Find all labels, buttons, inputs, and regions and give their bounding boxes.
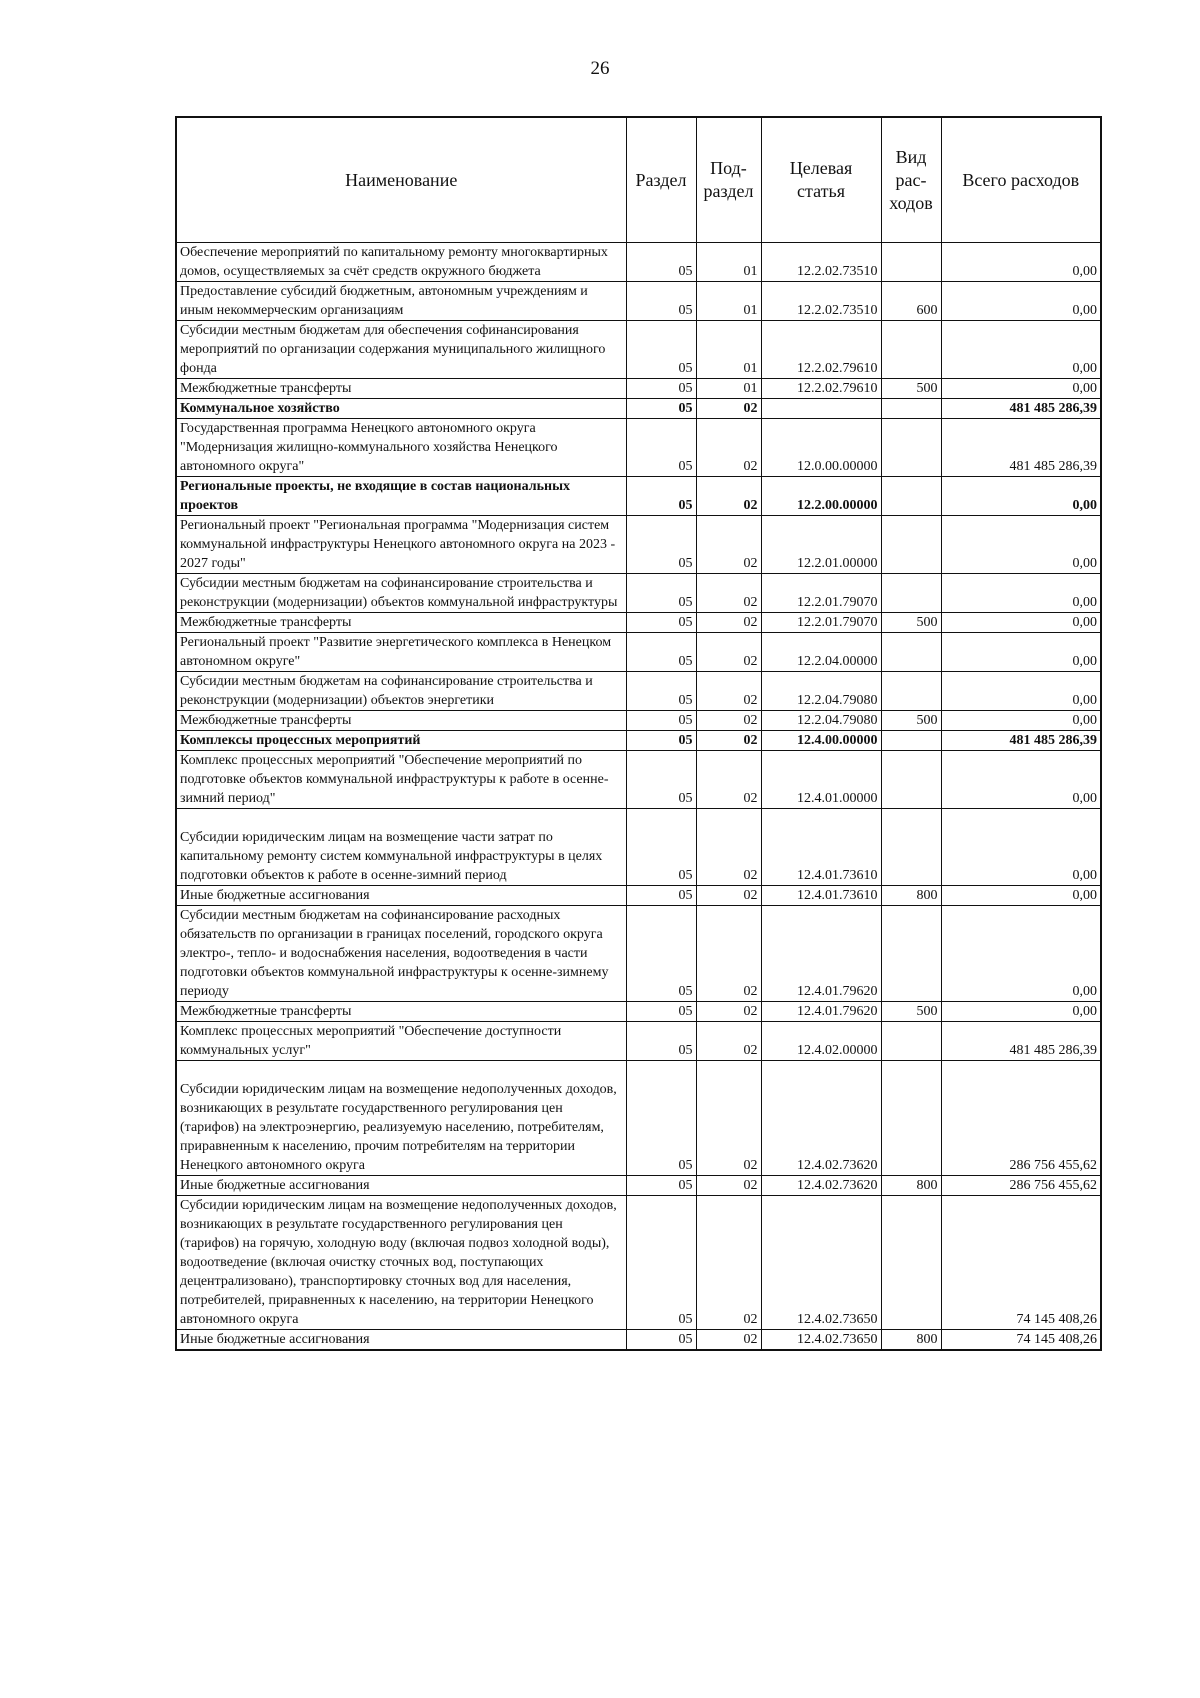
cell-total: 0,00 xyxy=(941,906,1101,1002)
budget-table xyxy=(175,116,1102,1351)
cell-section: 05 xyxy=(626,613,696,633)
cell-expense-type xyxy=(881,672,941,711)
cell-section: 05 xyxy=(626,906,696,1002)
cell-expense-type: 800 xyxy=(881,1330,941,1351)
cell-name: Иные бюджетные ассигнования xyxy=(176,1176,626,1196)
cell-subsection: 02 xyxy=(696,1196,761,1330)
table-row xyxy=(176,477,1101,516)
cell-target-article: 12.4.02.73620 xyxy=(761,1176,881,1196)
cell-target-article: 12.2.01.79070 xyxy=(761,574,881,613)
cell-subsection: 02 xyxy=(696,419,761,477)
cell-subsection: 02 xyxy=(696,516,761,574)
cell-section: 05 xyxy=(626,1330,696,1351)
cell-target-article: 12.0.00.00000 xyxy=(761,419,881,477)
cell-total: 74 145 408,26 xyxy=(941,1196,1101,1330)
cell-expense-type xyxy=(881,243,941,282)
cell-expense-type: 500 xyxy=(881,379,941,399)
cell-name: Субсидии местным бюджетам на софинансирование расходных обязательств по организации в границах поселений, городского округа электро-, тепло- и водоснабжения населения, водоотведения в части подготовки объектов коммунальной инфраструктуры к осенне-зимнему периоду xyxy=(176,906,626,1002)
cell-expense-type xyxy=(881,1022,941,1061)
table-row xyxy=(176,1022,1101,1061)
table-row xyxy=(176,419,1101,477)
cell-name: Субсидии юридическим лицам на возмещение недополученных доходов, возникающих в результате государственного регулирования цен (тарифов) на горячую, холодную воду (включая подвоз холодной воды), водоотведение (включая очистку сточных вод, поступающих децентрализовано), транспортировку сточных вод для населения, потребителей, приравненных к населению, на территории Ненецкого автономного округа xyxy=(176,1196,626,1330)
cell-total: 0,00 xyxy=(941,321,1101,379)
table-row xyxy=(176,574,1101,613)
cell-subsection: 02 xyxy=(696,751,761,809)
cell-total: 0,00 xyxy=(941,613,1101,633)
cell-section: 05 xyxy=(626,419,696,477)
cell-target-article: 12.2.02.73510 xyxy=(761,282,881,321)
table-row xyxy=(176,906,1101,1002)
cell-total: 481 485 286,39 xyxy=(941,1022,1101,1061)
cell-name: Иные бюджетные ассигнования xyxy=(176,886,626,906)
cell-section: 05 xyxy=(626,1176,696,1196)
cell-target-article: 12.4.01.00000 xyxy=(761,751,881,809)
cell-target-article xyxy=(761,399,881,419)
cell-name: Государственная программа Ненецкого автономного округа "Модернизация жилищно-коммунального хозяйства Ненецкого автономного округа" xyxy=(176,419,626,477)
header-subsection: Под- раздел xyxy=(696,117,761,243)
cell-expense-type: 500 xyxy=(881,1002,941,1022)
cell-target-article: 12.2.04.79080 xyxy=(761,711,881,731)
cell-subsection: 01 xyxy=(696,282,761,321)
cell-subsection: 02 xyxy=(696,613,761,633)
cell-expense-type xyxy=(881,1061,941,1176)
table-row xyxy=(176,1330,1101,1351)
cell-total: 0,00 xyxy=(941,711,1101,731)
cell-subsection: 02 xyxy=(696,1330,761,1351)
cell-expense-type: 600 xyxy=(881,282,941,321)
cell-total: 0,00 xyxy=(941,516,1101,574)
cell-target-article: 12.4.02.73650 xyxy=(761,1196,881,1330)
cell-expense-type xyxy=(881,906,941,1002)
cell-name: Субсидии юридическим лицам на возмещение недополученных доходов, возникающих в результате государственного регулирования цен (тарифов) на электроэнергию, реализуемую населению, потребителям, приравненным к населению, прочим потребителям на территории Ненецкого автономного округа xyxy=(176,1061,626,1176)
cell-total: 0,00 xyxy=(941,809,1101,886)
cell-section: 05 xyxy=(626,886,696,906)
cell-expense-type: 500 xyxy=(881,711,941,731)
cell-target-article: 12.2.04.00000 xyxy=(761,633,881,672)
header-total: Всего расходов xyxy=(941,117,1101,243)
cell-total: 286 756 455,62 xyxy=(941,1061,1101,1176)
cell-section: 05 xyxy=(626,711,696,731)
page-number: 26 xyxy=(590,58,610,79)
table-row xyxy=(176,886,1101,906)
cell-total: 0,00 xyxy=(941,886,1101,906)
cell-name: Субсидии юридическим лицам на возмещение части затрат по капитальному ремонту систем коммунальной инфраструктуры в целях подготовки объектов к работе в осенне-зимний период xyxy=(176,809,626,886)
header-section: Раздел xyxy=(626,117,696,243)
cell-section: 05 xyxy=(626,809,696,886)
cell-name: Региональный проект "Развитие энергетического комплекса в Ненецком автономном округе" xyxy=(176,633,626,672)
cell-total: 481 485 286,39 xyxy=(941,399,1101,419)
cell-target-article: 12.4.02.73650 xyxy=(761,1330,881,1351)
cell-expense-type xyxy=(881,574,941,613)
table-row xyxy=(176,399,1101,419)
cell-target-article: 12.2.01.79070 xyxy=(761,613,881,633)
cell-subsection: 01 xyxy=(696,321,761,379)
cell-subsection: 02 xyxy=(696,399,761,419)
cell-expense-type xyxy=(881,633,941,672)
cell-section: 05 xyxy=(626,672,696,711)
cell-total: 0,00 xyxy=(941,672,1101,711)
cell-subsection: 02 xyxy=(696,711,761,731)
cell-name: Межбюджетные трансферты xyxy=(176,711,626,731)
cell-name: Межбюджетные трансферты xyxy=(176,613,626,633)
cell-expense-type: 800 xyxy=(881,886,941,906)
cell-target-article: 12.2.02.79610 xyxy=(761,379,881,399)
cell-name: Предоставление субсидий бюджетным, автономным учреждениям и иным некоммерческим организациям xyxy=(176,282,626,321)
cell-total: 0,00 xyxy=(941,751,1101,809)
cell-name: Региональные проекты, не входящие в состав национальных проектов xyxy=(176,477,626,516)
cell-section: 05 xyxy=(626,282,696,321)
cell-total: 481 485 286,39 xyxy=(941,731,1101,751)
cell-subsection: 01 xyxy=(696,379,761,399)
cell-section: 05 xyxy=(626,321,696,379)
header-name: Наименование xyxy=(176,117,626,243)
cell-subsection: 02 xyxy=(696,477,761,516)
cell-name: Комплекс процессных мероприятий "Обеспечение мероприятий по подготовке объектов коммунальной инфраструктуры к работе в осенне-зимний период" xyxy=(176,751,626,809)
cell-section: 05 xyxy=(626,399,696,419)
cell-total: 0,00 xyxy=(941,477,1101,516)
cell-target-article: 12.4.00.00000 xyxy=(761,731,881,751)
table-row xyxy=(176,613,1101,633)
cell-expense-type xyxy=(881,321,941,379)
cell-section: 05 xyxy=(626,379,696,399)
cell-name: Субсидии местным бюджетам для обеспечения софинансирования мероприятий по организации содержания муниципального жилищного фонда xyxy=(176,321,626,379)
cell-target-article: 12.2.02.73510 xyxy=(761,243,881,282)
cell-subsection: 02 xyxy=(696,731,761,751)
cell-name: Комплекс процессных мероприятий "Обеспечение доступности коммунальных услуг" xyxy=(176,1022,626,1061)
cell-target-article: 12.2.04.79080 xyxy=(761,672,881,711)
cell-section: 05 xyxy=(626,516,696,574)
cell-subsection: 02 xyxy=(696,633,761,672)
cell-target-article: 12.4.02.00000 xyxy=(761,1022,881,1061)
cell-name: Региональный проект "Региональная программа "Модернизация систем коммунальной инфраструктуры Ненецкого автономного округа на 2023 - 2027 годы" xyxy=(176,516,626,574)
cell-expense-type: 500 xyxy=(881,613,941,633)
table-row xyxy=(176,1002,1101,1022)
cell-target-article: 12.2.01.00000 xyxy=(761,516,881,574)
cell-subsection: 02 xyxy=(696,672,761,711)
header-expense-type: Вид рас- ходов xyxy=(881,117,941,243)
table-row xyxy=(176,1061,1101,1176)
table-row xyxy=(176,516,1101,574)
cell-expense-type xyxy=(881,419,941,477)
cell-subsection: 02 xyxy=(696,1002,761,1022)
cell-target-article: 12.4.02.73620 xyxy=(761,1061,881,1176)
cell-expense-type xyxy=(881,399,941,419)
cell-expense-type: 800 xyxy=(881,1176,941,1196)
cell-name: Субсидии местным бюджетам на софинансирование строительства и реконструкции (модернизации) объектов энергетики xyxy=(176,672,626,711)
cell-total: 0,00 xyxy=(941,633,1101,672)
cell-target-article: 12.2.02.79610 xyxy=(761,321,881,379)
cell-name: Межбюджетные трансферты xyxy=(176,1002,626,1022)
table-row xyxy=(176,809,1101,886)
cell-target-article: 12.4.01.79620 xyxy=(761,1002,881,1022)
cell-section: 05 xyxy=(626,751,696,809)
table-row xyxy=(176,243,1101,282)
cell-name: Коммунальное хозяйство xyxy=(176,399,626,419)
cell-target-article: 12.4.01.73610 xyxy=(761,886,881,906)
table-row xyxy=(176,1196,1101,1330)
cell-total: 0,00 xyxy=(941,574,1101,613)
table-row xyxy=(176,633,1101,672)
table-row xyxy=(176,321,1101,379)
cell-subsection: 02 xyxy=(696,886,761,906)
cell-total: 74 145 408,26 xyxy=(941,1330,1101,1351)
cell-expense-type xyxy=(881,477,941,516)
cell-subsection: 01 xyxy=(696,243,761,282)
cell-subsection: 02 xyxy=(696,1061,761,1176)
cell-section: 05 xyxy=(626,477,696,516)
table-row xyxy=(176,379,1101,399)
cell-subsection: 02 xyxy=(696,574,761,613)
cell-subsection: 02 xyxy=(696,809,761,886)
cell-expense-type xyxy=(881,731,941,751)
cell-name: Иные бюджетные ассигнования xyxy=(176,1330,626,1351)
cell-section: 05 xyxy=(626,633,696,672)
cell-name: Обеспечение мероприятий по капитальному ремонту многоквартирных домов, осуществляемых за счёт средств окружного бюджета xyxy=(176,243,626,282)
cell-section: 05 xyxy=(626,1061,696,1176)
table-row xyxy=(176,751,1101,809)
cell-subsection: 02 xyxy=(696,1176,761,1196)
header-target-article: Целевая статья xyxy=(761,117,881,243)
cell-total: 0,00 xyxy=(941,282,1101,321)
cell-section: 05 xyxy=(626,243,696,282)
table-header-row xyxy=(176,117,1101,243)
cell-name: Субсидии местным бюджетам на софинансирование строительства и реконструкции (модернизации) объектов коммунальной инфраструктуры xyxy=(176,574,626,613)
cell-subsection: 02 xyxy=(696,906,761,1002)
table-row xyxy=(176,672,1101,711)
cell-name: Межбюджетные трансферты xyxy=(176,379,626,399)
cell-expense-type xyxy=(881,1196,941,1330)
cell-expense-type xyxy=(881,809,941,886)
cell-total: 286 756 455,62 xyxy=(941,1176,1101,1196)
cell-section: 05 xyxy=(626,574,696,613)
cell-expense-type xyxy=(881,751,941,809)
cell-name: Комплексы процессных мероприятий xyxy=(176,731,626,751)
table-row xyxy=(176,711,1101,731)
cell-target-article: 12.4.01.79620 xyxy=(761,906,881,1002)
cell-section: 05 xyxy=(626,1022,696,1061)
cell-total: 481 485 286,39 xyxy=(941,419,1101,477)
cell-section: 05 xyxy=(626,1196,696,1330)
cell-target-article: 12.2.00.00000 xyxy=(761,477,881,516)
cell-target-article: 12.4.01.73610 xyxy=(761,809,881,886)
table-row xyxy=(176,1176,1101,1196)
cell-expense-type xyxy=(881,516,941,574)
table-row xyxy=(176,731,1101,751)
table-row xyxy=(176,282,1101,321)
cell-total: 0,00 xyxy=(941,379,1101,399)
table-body xyxy=(176,243,1101,1351)
cell-subsection: 02 xyxy=(696,1022,761,1061)
cell-section: 05 xyxy=(626,731,696,751)
cell-total: 0,00 xyxy=(941,243,1101,282)
cell-total: 0,00 xyxy=(941,1002,1101,1022)
cell-section: 05 xyxy=(626,1002,696,1022)
